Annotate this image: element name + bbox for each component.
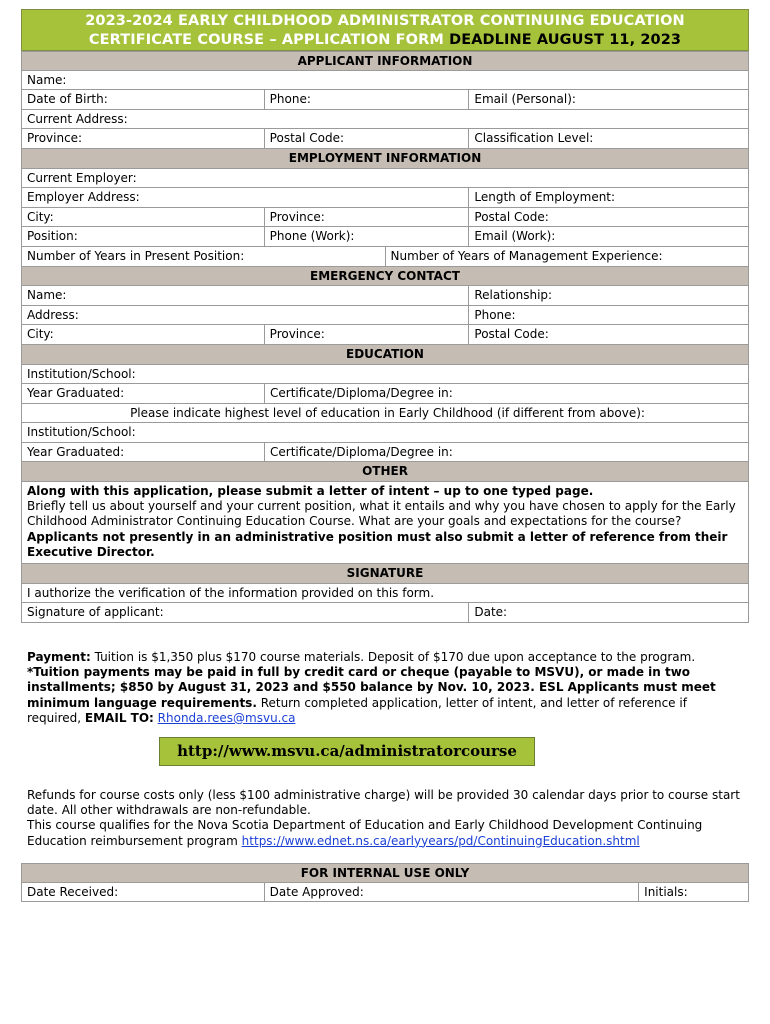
date-approved-field[interactable]: Date Approved:: [265, 883, 639, 902]
applicant-phone-field[interactable]: Phone:: [265, 90, 470, 109]
internal-heading: FOR INTERNAL USE ONLY: [22, 864, 749, 882]
applicant-address-field[interactable]: Current Address:: [22, 110, 749, 129]
emergency-address-field[interactable]: Address:: [22, 306, 469, 325]
signature-field[interactable]: Signature of applicant:: [22, 603, 469, 622]
course-url-box[interactable]: http://www.msvu.ca/administratorcourse: [159, 737, 535, 766]
employer-row: [21, 169, 749, 189]
applicant-dob-field[interactable]: Date of Birth:: [22, 90, 265, 109]
highest-education-note-row: [21, 404, 749, 424]
title-line-1: 2023-2024 EARLY CHILDHOOD ADMINISTRATOR CONTINUING EDUCATION: [85, 13, 685, 29]
title-line-2: [22, 31, 748, 50]
certificate-field[interactable]: Certificate/Diploma/Degree in:: [265, 384, 749, 403]
employment-length-field[interactable]: Length of Employment:: [469, 188, 749, 207]
internal-header: [21, 863, 749, 883]
other-instructions: [21, 482, 749, 564]
years-present-field[interactable]: Number of Years in Present Position:: [22, 247, 386, 266]
years-row: [21, 247, 749, 267]
deadline: DEADLINE AUGUST 11, 2023: [449, 32, 682, 48]
form-title: [21, 9, 749, 51]
internal-row: [21, 883, 749, 903]
payment-tuition: Tuition is $1,350 plus $170 course materials. Deposit of $170 due upon acceptance to the program.: [90, 650, 696, 664]
institution-field[interactable]: Institution/School:: [22, 365, 749, 384]
signature-header: [21, 564, 749, 584]
payment-terms: *Tuition payments may be paid in full by credit card or cheque (payable to MSVU), or made in two installments; $850 by August 31, 2023 and $550 balance by Nov. 10, 2023. ESL Applicants must meet minimum language requirements.: [27, 665, 716, 710]
position-row: [21, 227, 749, 247]
employer-city-row: [21, 208, 749, 228]
education-header: [21, 345, 749, 365]
refund-policy: Refunds for course costs only (less $100 administrative charge) will be provided 30 calendar days prior to course start date. All other withdrawals are non-refundable.: [27, 788, 740, 818]
applicant-province-field[interactable]: Province:: [22, 129, 265, 148]
initials-field[interactable]: Initials:: [639, 883, 749, 902]
internal-use-table: [21, 863, 749, 902]
applicant-heading: APPLICANT INFORMATION: [22, 52, 749, 70]
other-heading: OTHER: [22, 462, 749, 481]
applicant-email-field[interactable]: Email (Personal):: [469, 90, 749, 109]
year-graduated-row: [21, 384, 749, 404]
employer-postal-field[interactable]: Postal Code:: [469, 208, 749, 227]
payment-return: Return completed application, letter of intent, and letter of reference if required,: [27, 695, 687, 725]
employment-header: [21, 149, 749, 169]
emergency-name-field[interactable]: Name:: [22, 286, 469, 305]
work-phone-field[interactable]: Phone (Work):: [265, 227, 470, 246]
employer-city-field[interactable]: City:: [22, 208, 265, 227]
reimbursement-link[interactable]: https://www.ednet.ns.ca/earlyyears/pd/ContinuingEducation.shtml: [241, 833, 640, 848]
authorize-row: [21, 584, 749, 604]
signature-date-field[interactable]: Date:: [469, 603, 749, 622]
title-course: CERTIFICATE COURSE – APPLICATION FORM: [88, 32, 450, 48]
institution2-field[interactable]: Institution/School:: [22, 423, 749, 442]
letter-description: Briefly tell us about yourself and your current position, what it entails and why you have chosen to apply for the Early Childhood Administrator Continuing Education Course. What are your goals and expectations for the course?: [27, 499, 736, 529]
authorize-text: I authorize the verification of the information provided on this form.: [22, 584, 749, 603]
other-header: [21, 462, 749, 482]
year-graduated2-field[interactable]: Year Graduated:: [22, 443, 265, 462]
employer-province-field[interactable]: Province:: [265, 208, 470, 227]
emergency-relationship-field[interactable]: Relationship:: [469, 286, 749, 305]
letter-of-intent-note: Along with this application, please submit a letter of intent – up to one typed page.: [27, 484, 594, 499]
emergency-province-field[interactable]: Province:: [265, 325, 470, 344]
emergency-name-row: [21, 286, 749, 306]
emergency-postal-field[interactable]: Postal Code:: [469, 325, 749, 344]
employer-field[interactable]: Current Employer:: [22, 169, 749, 188]
emergency-address-row: [21, 306, 749, 326]
emergency-heading: EMERGENCY CONTACT: [22, 267, 749, 286]
employer-address-field[interactable]: Employer Address:: [22, 188, 469, 207]
applicant-postal-field[interactable]: Postal Code:: [265, 129, 470, 148]
applicant-province-row: [21, 129, 749, 149]
refund-info: [27, 788, 742, 849]
emergency-city-field[interactable]: City:: [22, 325, 265, 344]
emergency-header: [21, 267, 749, 287]
email-to-label: EMAIL TO:: [84, 710, 154, 725]
signature-heading: SIGNATURE: [22, 564, 749, 583]
payment-info: [27, 650, 742, 726]
reimbursement-note: This course qualifies for the Nova Scotia Department of Education and Early Childhood Development Continuing Education reimbursement program https://www.ednet.ns.ca/earlyyears/pd/ContinuingEducation.shtml: [27, 818, 703, 848]
application-form: [21, 51, 749, 623]
certificate2-field[interactable]: Certificate/Diploma/Degree in:: [265, 443, 749, 462]
highest-education-note: Please indicate highest level of education in Early Childhood (if different from above):: [22, 404, 749, 423]
payment-label: Payment:: [27, 650, 91, 664]
employer-address-row: [21, 188, 749, 208]
work-email-field[interactable]: Email (Work):: [469, 227, 749, 246]
signature-row: [21, 603, 749, 623]
applicant-classification-field[interactable]: Classification Level:: [469, 129, 749, 148]
years-management-field[interactable]: Number of Years of Management Experience:: [386, 247, 750, 266]
emergency-phone-field[interactable]: Phone:: [469, 306, 749, 325]
applicant-name-row: [21, 71, 749, 91]
employment-heading: EMPLOYMENT INFORMATION: [22, 149, 749, 168]
applicant-header: [21, 51, 749, 71]
education-heading: EDUCATION: [22, 345, 749, 364]
year-graduated-field[interactable]: Year Graduated:: [22, 384, 265, 403]
date-received-field[interactable]: Date Received:: [22, 883, 265, 902]
applicant-dob-row: [21, 90, 749, 110]
position-field[interactable]: Position:: [22, 227, 265, 246]
contact-email-link[interactable]: Rhonda.rees@msvu.ca: [157, 710, 296, 725]
applicant-address-row: [21, 110, 749, 130]
applicant-name-field[interactable]: Name:: [22, 71, 749, 90]
year-graduated2-row: [21, 443, 749, 463]
emergency-city-row: [21, 325, 749, 345]
institution-row: [21, 365, 749, 385]
institution2-row: [21, 423, 749, 443]
reference-note: Applicants not presently in an administrative position must also submit a letter of reference from their Executive Director.: [27, 529, 728, 559]
